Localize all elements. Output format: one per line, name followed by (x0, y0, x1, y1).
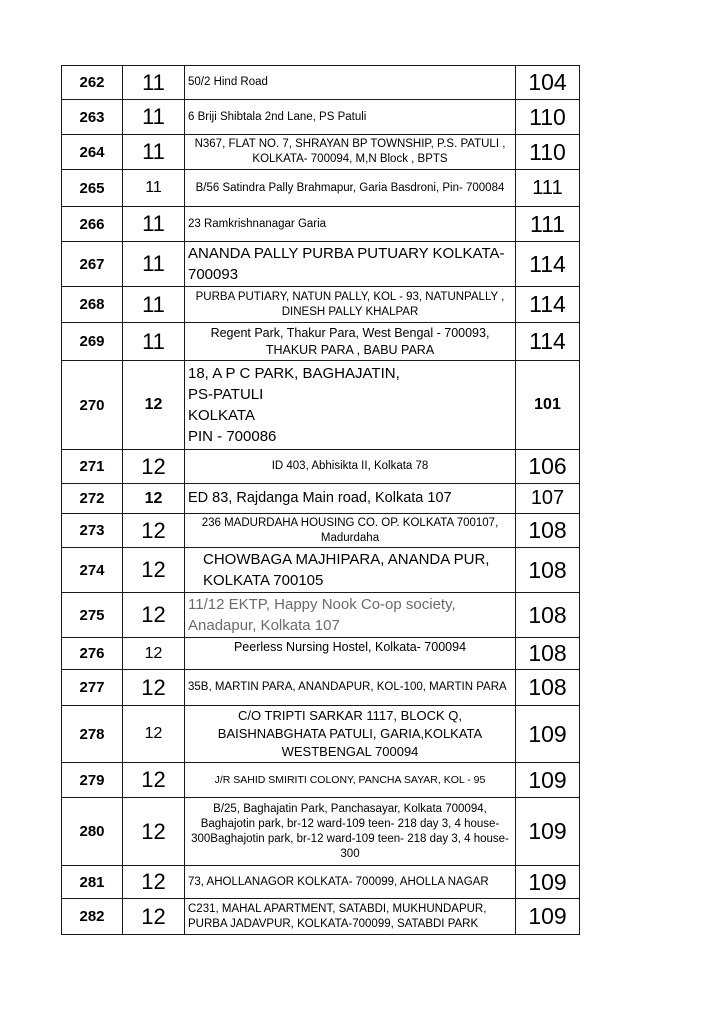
table-row (62, 361, 580, 450)
address: C/O TRIPTI SARKAR 1117, BLOCK Q, BAISHNABGHATA PATULI, GARIA,KOLKATA WESTBENGAL 700094 (185, 706, 516, 763)
serial-number: 265 (62, 170, 123, 207)
address: 50/2 Hind Road (185, 66, 516, 100)
ward-number: 12 (123, 548, 185, 593)
serial-number: 271 (62, 450, 123, 484)
serial-number: 262 (62, 66, 123, 100)
ward-number: 12 (123, 798, 185, 866)
serial-number: 264 (62, 135, 123, 170)
address: Peerless Nursing Hostel, Kolkata- 700094 (185, 638, 516, 670)
polling-station-number: 110 (516, 100, 580, 135)
polling-station-number: 108 (516, 514, 580, 548)
address: B/56 Satindra Pally Brahmapur, Garia Basdroni, Pin- 700084 (185, 170, 516, 207)
address: J/R SAHID SMIRITI COLONY, PANCHA SAYAR, KOL - 95 (185, 763, 516, 798)
polling-station-number: 106 (516, 450, 580, 484)
table-row (62, 323, 580, 361)
serial-number: 278 (62, 706, 123, 763)
ward-number: 11 (123, 323, 185, 361)
polling-station-number: 109 (516, 706, 580, 763)
table-row (62, 593, 580, 638)
table-row (62, 170, 580, 207)
polling-station-number: 109 (516, 798, 580, 866)
address: PURBA PUTIARY, NATUN PALLY, KOL - 93, NATUNPALLY , DINESH PALLY KHALPAR (185, 287, 516, 323)
table-row (62, 866, 580, 899)
address-table (61, 65, 580, 935)
ward-number: 11 (123, 287, 185, 323)
polling-station-number: 109 (516, 763, 580, 798)
address: C231, MAHAL APARTMENT, SATABDI, MUKHUNDAPUR, PURBA JADAVPUR, KOLKATA-700099, SATABDI PARK (185, 899, 516, 935)
address: CHOWBAGA MAJHIPARA, ANANDA PUR, KOLKATA 700105 (185, 548, 516, 593)
table-row (62, 798, 580, 866)
serial-number: 280 (62, 798, 123, 866)
ward-number: 11 (123, 170, 185, 207)
serial-number: 268 (62, 287, 123, 323)
ward-number: 12 (123, 899, 185, 935)
address: 35B, MARTIN PARA, ANANDAPUR, KOL-100, MARTIN PARA (185, 670, 516, 706)
ward-number: 12 (123, 450, 185, 484)
serial-number: 263 (62, 100, 123, 135)
polling-station-number: 111 (516, 207, 580, 242)
ward-number: 12 (123, 593, 185, 638)
table-row (62, 207, 580, 242)
serial-number: 274 (62, 548, 123, 593)
polling-station-number: 109 (516, 866, 580, 899)
polling-station-number: 114 (516, 242, 580, 287)
address: 23 Ramkrishnanagar Garia (185, 207, 516, 242)
polling-station-number: 104 (516, 66, 580, 100)
polling-station-number: 110 (516, 135, 580, 170)
ward-number: 12 (123, 763, 185, 798)
table-row (62, 638, 580, 670)
polling-station-number: 114 (516, 323, 580, 361)
serial-number: 275 (62, 593, 123, 638)
address: ED 83, Rajdanga Main road, Kolkata 107 (185, 484, 516, 514)
address: 18, A P C PARK, BAGHAJATIN, PS-PATULI KOLKATA PIN - 700086 (185, 361, 516, 450)
table-row (62, 242, 580, 287)
ward-number: 12 (123, 638, 185, 670)
table-row (62, 484, 580, 514)
table-row (62, 100, 580, 135)
ward-number: 12 (123, 706, 185, 763)
serial-number: 276 (62, 638, 123, 670)
table-row (62, 66, 580, 100)
polling-station-number: 108 (516, 593, 580, 638)
polling-station-number: 108 (516, 548, 580, 593)
ward-number: 11 (123, 207, 185, 242)
serial-number: 277 (62, 670, 123, 706)
table-row (62, 548, 580, 593)
polling-station-number: 108 (516, 638, 580, 670)
address: 73, AHOLLANAGOR KOLKATA- 700099, AHOLLA NAGAR (185, 866, 516, 899)
polling-station-number: 107 (516, 484, 580, 514)
serial-number: 270 (62, 361, 123, 450)
serial-number: 267 (62, 242, 123, 287)
address: ANANDA PALLY PURBA PUTUARY KOLKATA-700093 (185, 242, 516, 287)
serial-number: 273 (62, 514, 123, 548)
serial-number: 269 (62, 323, 123, 361)
address: Regent Park, Thakur Para, West Bengal - 700093, THAKUR PARA , BABU PARA (185, 323, 516, 361)
table-row (62, 450, 580, 484)
address: N367, FLAT NO. 7, SHRAYAN BP TOWNSHIP, P.S. PATULI , KOLKATA- 700094, M,N Block , BPTS (185, 135, 516, 170)
ward-number: 11 (123, 66, 185, 100)
polling-station-number: 109 (516, 899, 580, 935)
ward-number: 12 (123, 361, 185, 450)
serial-number: 266 (62, 207, 123, 242)
address: 236 MADURDAHA HOUSING CO. OP. KOLKATA 700107, Madurdaha (185, 514, 516, 548)
table-row (62, 135, 580, 170)
address: B/25, Baghajatin Park, Panchasayar, Kolkata 700094, Baghajotin park, br-12 ward-109 teen- 218 day 3, 4 house-300Baghajotin park, br-12 ward-109 teen- 218 day 3, 4 house-300 (185, 798, 516, 866)
ward-number: 12 (123, 484, 185, 514)
serial-number: 279 (62, 763, 123, 798)
ward-number: 11 (123, 100, 185, 135)
table-row (62, 514, 580, 548)
serial-number: 281 (62, 866, 123, 899)
table-row (62, 706, 580, 763)
serial-number: 272 (62, 484, 123, 514)
polling-station-number: 114 (516, 287, 580, 323)
table-row (62, 763, 580, 798)
ward-number: 11 (123, 242, 185, 287)
table-row (62, 899, 580, 935)
ward-number: 11 (123, 135, 185, 170)
polling-station-number: 111 (516, 170, 580, 207)
address: ID 403, Abhisikta II, Kolkata 78 (185, 450, 516, 484)
address: 11/12 EKTP, Happy Nook Co-op society, Anadapur, Kolkata 107 (185, 593, 516, 638)
address: 6 Briji Shibtala 2nd Lane, PS Patuli (185, 100, 516, 135)
table-row (62, 287, 580, 323)
polling-station-number: 101 (516, 361, 580, 450)
polling-station-number: 108 (516, 670, 580, 706)
serial-number: 282 (62, 899, 123, 935)
ward-number: 12 (123, 866, 185, 899)
ward-number: 12 (123, 514, 185, 548)
ward-number: 12 (123, 670, 185, 706)
table-row (62, 670, 580, 706)
